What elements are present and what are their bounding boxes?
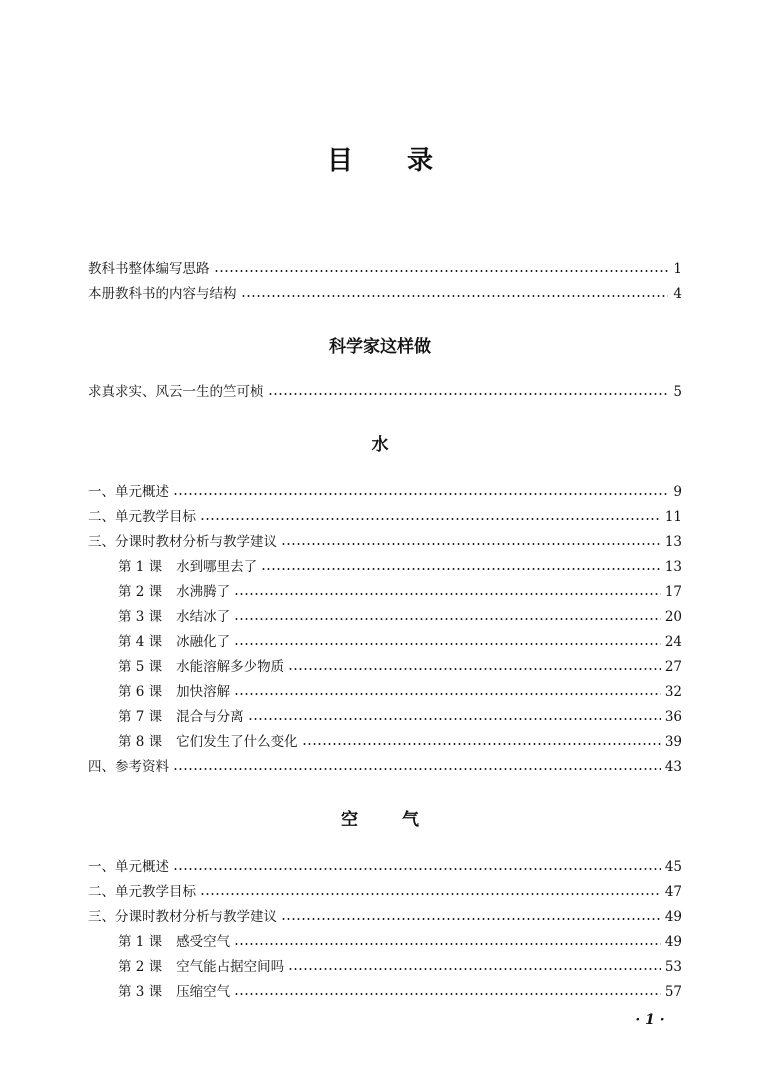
entry-label: 一、单元概述 (88, 859, 169, 875)
entry-page: 5 (673, 384, 682, 400)
toc-entry[interactable] (88, 481, 682, 503)
section-heading-water: 水 (371, 435, 389, 455)
lesson-number: 第 1 课 (118, 559, 163, 575)
lesson-number: 第 7 课 (118, 709, 163, 725)
entry-page: 24 (664, 634, 682, 650)
entry-page: 1 (673, 261, 682, 277)
dot-leader (234, 618, 661, 620)
entry-page: 27 (664, 659, 682, 675)
lesson-number: 第 1 课 (118, 934, 163, 950)
toc-entry[interactable] (88, 506, 682, 528)
dot-leader (234, 993, 661, 995)
toc-lesson-entry[interactable] (118, 556, 682, 578)
lesson-title: 加快溶解 (176, 684, 231, 700)
lesson-number: 第 2 课 (118, 959, 163, 975)
lesson-title: 压缩空气 (176, 984, 231, 1000)
dot-leader (241, 295, 669, 297)
air-heading-left: 空 (341, 810, 358, 830)
lesson-title: 冰融化了 (176, 634, 231, 650)
section-heading-scientist: 科学家这样做 (329, 337, 431, 357)
entry-page: 20 (664, 609, 682, 625)
entry-label: 四、参考资料 (88, 759, 169, 775)
dot-leader (234, 693, 661, 695)
dot-leader (281, 918, 661, 920)
toc-entry[interactable] (88, 856, 682, 878)
entry-label: 求真求实、风云一生的竺可桢 (88, 384, 264, 400)
title-char-left: 目 (326, 146, 353, 176)
title-char-right: 录 (407, 146, 434, 176)
lesson-title: 它们发生了什么变化 (176, 734, 298, 750)
page-title (0, 140, 760, 180)
toc-lesson-entry[interactable] (118, 631, 682, 653)
toc-lesson-entry[interactable] (118, 581, 682, 603)
toc-lesson-entry[interactable] (118, 731, 682, 753)
toc-entry[interactable] (88, 531, 682, 553)
dot-leader (288, 668, 661, 670)
toc-lesson-entry[interactable] (118, 956, 682, 978)
toc-lesson-entry[interactable] (118, 681, 682, 703)
entry-label: 本册教科书的内容与结构 (88, 286, 237, 302)
entry-page: 4 (673, 286, 682, 302)
entry-page: 49 (664, 909, 682, 925)
dot-leader (302, 743, 661, 745)
dot-leader (200, 893, 661, 895)
dot-leader (173, 493, 668, 495)
dot-leader (234, 943, 661, 945)
entry-label: 教科书整体编写思路 (88, 261, 210, 277)
entry-page: 17 (664, 584, 682, 600)
toc-entry[interactable] (88, 906, 682, 928)
entry-label: 三、分课时教材分析与教学建议 (88, 534, 277, 550)
entry-page: 32 (664, 684, 682, 700)
entry-page: 36 (664, 709, 682, 725)
dot-leader (214, 270, 669, 272)
dot-leader (234, 593, 661, 595)
entry-label: 一、单元概述 (88, 484, 169, 500)
lesson-number: 第 2 课 (118, 584, 163, 600)
entry-page: 11 (664, 509, 682, 525)
entry-page: 57 (664, 984, 682, 1000)
page-number: · 1 · (635, 1012, 665, 1028)
entry-page: 13 (664, 559, 682, 575)
lesson-number: 第 8 课 (118, 734, 163, 750)
toc-lesson-entry[interactable] (118, 981, 682, 1003)
dot-leader (173, 868, 661, 870)
dot-leader (200, 518, 661, 520)
toc-lesson-entry[interactable] (118, 656, 682, 678)
dot-leader (268, 393, 669, 395)
entry-page: 47 (664, 884, 682, 900)
entry-page: 13 (664, 534, 682, 550)
toc-lesson-entry[interactable] (118, 931, 682, 953)
lesson-title: 水能溶解多少物质 (176, 659, 285, 675)
dot-leader (248, 718, 661, 720)
dot-leader (261, 568, 661, 570)
entry-page: 9 (673, 484, 682, 500)
entry-page: 53 (664, 959, 682, 975)
air-heading-right: 气 (402, 810, 419, 830)
toc-entry[interactable] (88, 283, 682, 305)
lesson-title: 水结冰了 (176, 609, 231, 625)
lesson-title: 水到哪里去了 (176, 559, 258, 575)
lesson-number: 第 3 课 (118, 984, 163, 1000)
toc-entry[interactable] (88, 258, 682, 280)
entry-label: 二、单元教学目标 (88, 509, 196, 525)
section-heading-air (0, 805, 760, 830)
lesson-title: 空气能占据空间吗 (176, 959, 285, 975)
toc-lesson-entry[interactable] (118, 606, 682, 628)
dot-leader (234, 643, 661, 645)
toc-entry[interactable] (88, 381, 682, 403)
lesson-number: 第 4 课 (118, 634, 163, 650)
toc-entry[interactable] (88, 881, 682, 903)
entry-page: 43 (664, 759, 682, 775)
entry-page: 45 (664, 859, 682, 875)
lesson-title: 水沸腾了 (176, 584, 231, 600)
dot-leader (173, 768, 661, 770)
lesson-number: 第 3 课 (118, 609, 163, 625)
entry-page: 39 (664, 734, 682, 750)
lesson-title: 感受空气 (176, 934, 231, 950)
dot-leader (281, 543, 661, 545)
dot-leader (288, 968, 661, 970)
toc-lesson-entry[interactable] (118, 706, 682, 728)
lesson-number: 第 5 课 (118, 659, 163, 675)
toc-entry[interactable] (88, 756, 682, 778)
entry-label: 三、分课时教材分析与教学建议 (88, 909, 277, 925)
entry-label: 二、单元教学目标 (88, 884, 196, 900)
entry-page: 49 (664, 934, 682, 950)
lesson-title: 混合与分离 (176, 709, 244, 725)
lesson-number: 第 6 课 (118, 684, 163, 700)
